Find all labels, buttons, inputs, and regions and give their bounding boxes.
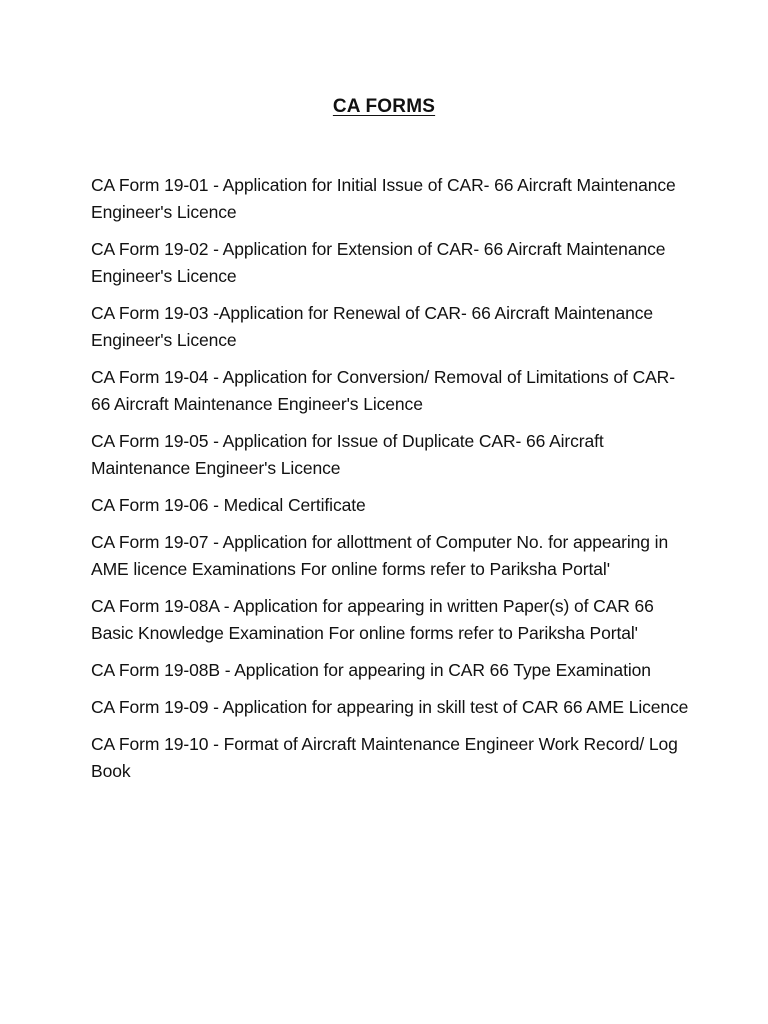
form-item-19-08a: CA Form 19-08A - Application for appearing in written Paper(s) of CAR 66 Basic Knowledge Examination For online forms refer to Pariksha Portal' bbox=[91, 596, 654, 643]
form-item-19-02: CA Form 19-02 - Application for Extension of CAR- 66 Aircraft Maintenance Engineer's Licence bbox=[91, 239, 666, 286]
form-item-19-07: CA Form 19-07 - Application for allottment of Computer No. for appearing in AME licence Examinations For online forms refer to Pariksha Portal' bbox=[91, 532, 669, 579]
form-item-19-01: CA Form 19-01 - Application for Initial Issue of CAR- 66 Aircraft Maintenance Engineer's Licence bbox=[91, 175, 676, 222]
document-title: CA FORMS bbox=[332, 96, 436, 117]
form-item-19-05: CA Form 19-05 - Application for Issue of Duplicate CAR- 66 Aircraft Maintenance Engineer's Licence bbox=[91, 431, 604, 478]
form-item-19-04: CA Form 19-04 - Application for Conversion/ Removal of Limitations of CAR- 66 Aircraft Maintenance Engineer's Licence bbox=[91, 367, 675, 414]
form-item-19-10: CA Form 19-10 - Format of Aircraft Maintenance Engineer Work Record/ Log Book bbox=[91, 734, 678, 781]
form-item-19-06: CA Form 19-06 - Medical Certificate bbox=[91, 495, 366, 515]
form-item-19-03: CA Form 19-03 -Application for Renewal of CAR- 66 Aircraft Maintenance Engineer's Licence bbox=[91, 303, 654, 350]
forms-list bbox=[91, 172, 691, 795]
form-item-19-09: CA Form 19-09 - Application for appearing in skill test of CAR 66 AME Licence bbox=[91, 697, 689, 717]
form-item-19-08b: CA Form 19-08B - Application for appearing in CAR 66 Type Examination bbox=[91, 660, 651, 680]
